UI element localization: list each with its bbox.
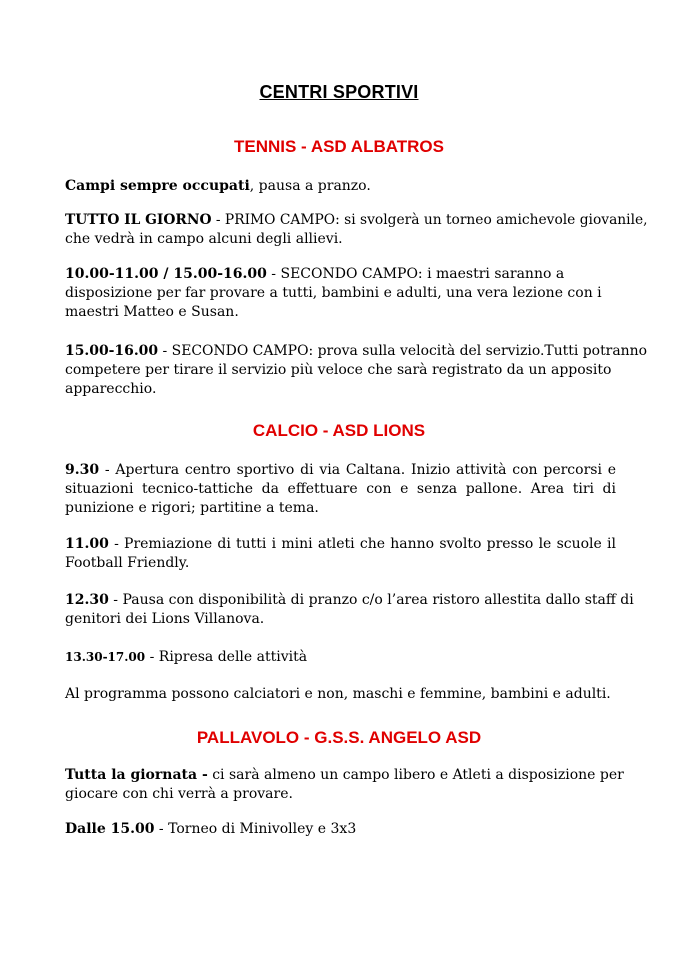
tennis-p2-text-1: - PRIMO CAMPO: si svolgerà un torneo amichevole giovanile, [211, 212, 648, 228]
calcio-p3-text-1: - Pausa con disponibilità di pranzo c/o l’area ristoro allestita dallo staff di [108, 592, 634, 608]
calcio-p4-bold: 13.30-17.00 [65, 650, 146, 664]
tennis-paragraph-1 [65, 177, 371, 196]
tennis-paragraph-2-line-1 [65, 211, 648, 230]
tennis-paragraph-3-line-1 [65, 265, 564, 284]
tennis-p4-bold: 15.00-16.00 [65, 343, 159, 359]
tennis-p3-bold: 10.00-11.00 / 15.00-16.00 [65, 266, 267, 282]
pallavolo-p1-bold: Tutta la giornata - [65, 767, 208, 783]
tennis-p3-text-1: - SECONDO CAMPO: i maestri saranno a [266, 266, 565, 282]
tennis-p4-text-1: - SECONDO CAMPO: prova sulla velocità del servizio.Tutti potranno [158, 343, 647, 359]
page-title: CENTRI SPORTIVI [259, 82, 419, 102]
calcio-p4-text: - Ripresa delle attività [145, 649, 308, 665]
tennis-p2-bold: TUTTO IL GIORNO [65, 212, 212, 228]
calcio-p2-text-1: - Premiazione di tutti i mini atleti che hanno svolto presso le scuole il [108, 536, 616, 552]
tennis-paragraph-3-line-3: maestri Matteo e Susan. [65, 304, 239, 320]
calcio-paragraph-5: Al programma possono calciatori e non, maschi e femmine, bambini e adulti. [65, 686, 611, 702]
section-heading-tennis: TENNIS - ASD ALBATROS [234, 137, 444, 156]
tennis-p1-text: , pausa a pranzo. [249, 178, 371, 194]
tennis-paragraph-4-line-3: apparecchio. [65, 381, 157, 397]
calcio-p1-bold: 9.30 [65, 462, 100, 478]
calcio-paragraph-4 [65, 648, 307, 667]
section-heading-calcio: CALCIO - ASD LIONS [252, 421, 426, 440]
calcio-paragraph-1-line-2: situazioni tecnico-tattiche da effettuare con e senza pallone. Area tiri di [65, 481, 616, 497]
calcio-paragraph-3-line-1 [65, 591, 634, 610]
calcio-p1-text-1: - Apertura centro sportivo di via Caltana. Inizio attività con percorsi e [99, 462, 616, 478]
calcio-paragraph-2-line-2: Football Friendly. [65, 555, 190, 571]
tennis-paragraph-4-line-1 [65, 342, 647, 361]
calcio-paragraph-3-line-2: genitori dei Lions Villanova. [65, 611, 265, 627]
tennis-paragraph-4-line-2: competere per tirare il servizio più veloce che sarà registrato da un apposito [65, 362, 612, 378]
pallavolo-p2-bold: Dalle 15.00 [65, 821, 155, 837]
tennis-paragraph-2-line-2: che vedrà in campo alcuni degli allievi. [65, 231, 343, 247]
calcio-paragraph-1-line-1 [65, 461, 616, 480]
pallavolo-p1-text-1: ci sarà almeno un campo libero e Atleti a disposizione per [207, 767, 624, 783]
pallavolo-p2-text: - Torneo di Minivolley e 3x3 [154, 821, 357, 837]
pallavolo-paragraph-2 [65, 820, 356, 839]
pallavolo-paragraph-1-line-1 [65, 766, 624, 785]
calcio-p2-bold: 11.00 [65, 536, 109, 552]
pallavolo-paragraph-1-line-2: giocare con chi verrà a provare. [65, 786, 293, 802]
tennis-p1-bold: Campi sempre occupati [65, 178, 250, 194]
tennis-paragraph-3-line-2: disposizione per far provare a tutti, bambini e adulti, una vera lezione con i [65, 285, 602, 301]
section-heading-pallavolo: PALLAVOLO - G.S.S. ANGELO ASD [196, 728, 482, 747]
calcio-p3-bold: 12.30 [65, 592, 109, 608]
calcio-paragraph-2-line-1 [65, 535, 616, 554]
calcio-paragraph-1-line-3: punizione e rigori; partitine a tema. [65, 500, 319, 516]
